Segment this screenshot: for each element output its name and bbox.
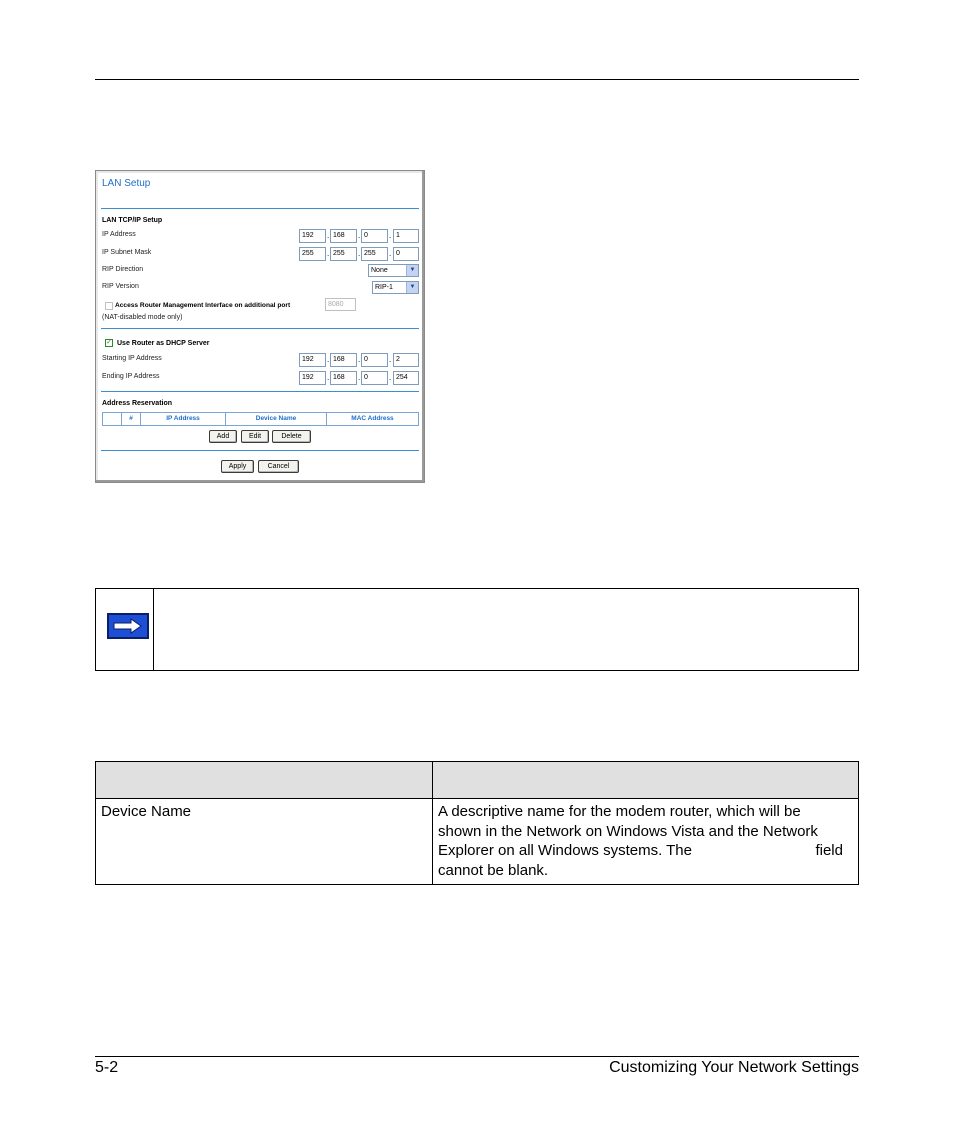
rip-direction-value: None (371, 267, 388, 274)
rip-version-value: RIP-1 (375, 284, 393, 291)
table-row (96, 799, 859, 885)
start-ip-octet-3[interactable]: 0 (361, 353, 388, 367)
start-ip-octet-2[interactable]: 168 (330, 353, 357, 367)
cancel-button[interactable]: Cancel (258, 460, 299, 473)
section-divider (101, 328, 419, 329)
access-mgmt-checkbox[interactable] (105, 302, 113, 310)
field-name-cell: Device Name (96, 799, 433, 885)
ip-dot: . (389, 231, 392, 240)
description-trailing-word: field (815, 842, 843, 859)
nat-note: (NAT-disabled mode only) (102, 314, 183, 321)
col-device-name: Device Name (226, 413, 327, 425)
reservation-table-header (102, 412, 419, 426)
col-select (103, 413, 122, 425)
rip-direction-select[interactable] (368, 264, 419, 277)
note-divider (153, 589, 154, 670)
subnet-octet-2[interactable]: 255 (330, 247, 357, 261)
footer-rule (95, 1056, 859, 1057)
access-mgmt-label: Access Router Management Interface on additional port (115, 302, 291, 309)
end-ip-dot: . (327, 373, 330, 382)
chevron-down-icon: ▼ (406, 265, 418, 276)
table-header-cell (433, 762, 859, 799)
rip-version-label: RIP Version (102, 283, 139, 290)
title-divider (101, 208, 419, 209)
end-ip-octet-4[interactable]: 254 (393, 371, 419, 385)
chapter-title: Customizing Your Network Settings (609, 1059, 859, 1076)
description-line-split (438, 841, 843, 861)
section-divider (101, 391, 419, 392)
ip-octet-2[interactable]: 168 (330, 229, 357, 243)
lan-setup-panel (95, 170, 425, 483)
end-ip-dot: . (389, 373, 392, 382)
end-ip-octet-3[interactable]: 0 (361, 371, 388, 385)
subnet-octet-4[interactable]: 0 (393, 247, 419, 261)
tcpip-heading: LAN TCP/IP Setup (102, 217, 163, 224)
dhcp-checkbox[interactable]: ✓ (106, 339, 112, 346)
end-ip-octet-2[interactable]: 168 (330, 371, 357, 385)
panel-title: LAN Setup (102, 178, 151, 189)
start-ip-dot: . (327, 355, 330, 364)
ip-dot: . (358, 231, 361, 240)
ip-dot: . (327, 231, 330, 240)
chevron-down-icon: ▼ (406, 282, 418, 293)
access-mgmt-port-input[interactable]: 8080 (325, 298, 356, 311)
col-ip-address: IP Address (141, 413, 226, 425)
add-button[interactable]: Add (209, 430, 237, 443)
note-box (95, 588, 859, 671)
col-number: # (122, 413, 141, 425)
col-mac-address: MAC Address (351, 415, 394, 422)
table-header-row (96, 762, 859, 799)
field-description-cell (433, 799, 859, 885)
header-rule (95, 79, 859, 80)
apply-button[interactable]: Apply (221, 460, 254, 473)
dhcp-label: Use Router as DHCP Server (117, 340, 210, 347)
end-ip-label: Ending IP Address (102, 373, 160, 380)
start-ip-dot: . (358, 355, 361, 364)
start-ip-octet-4[interactable]: 2 (393, 353, 419, 367)
rip-version-select[interactable] (372, 281, 419, 294)
delete-button[interactable]: Delete (272, 430, 311, 443)
edit-button[interactable]: Edit (241, 430, 269, 443)
table-header-cell (96, 762, 433, 799)
subnet-dot: . (389, 249, 392, 258)
page-number: 5-2 (95, 1059, 119, 1076)
subnet-dot: . (327, 249, 330, 258)
rip-direction-label: RIP Direction (102, 266, 144, 273)
start-ip-dot: . (389, 355, 392, 364)
arrow-right-icon (107, 613, 149, 639)
subnet-dot: . (358, 249, 361, 258)
subnet-octet-1[interactable]: 255 (299, 247, 326, 261)
description-line: Explorer on all Windows systems. The (438, 842, 692, 859)
settings-table (95, 761, 859, 885)
start-ip-octet-1[interactable]: 192 (299, 353, 326, 367)
end-ip-octet-1[interactable]: 192 (299, 371, 326, 385)
description-line: cannot be blank. (438, 861, 549, 879)
end-ip-dot: . (358, 373, 361, 382)
description-line: shown in the Network on Windows Vista and the Network (438, 822, 818, 840)
ip-octet-4[interactable]: 1 (393, 229, 419, 243)
ip-octet-1[interactable]: 192 (299, 229, 326, 243)
subnet-label: IP Subnet Mask (102, 249, 152, 256)
ip-address-label: IP Address (102, 231, 136, 238)
reservation-heading: Address Reservation (102, 400, 173, 407)
ip-octet-3[interactable]: 0 (361, 229, 388, 243)
start-ip-label: Starting IP Address (102, 355, 162, 362)
description-line: A descriptive name for the modem router, which will be (438, 803, 801, 820)
section-divider (101, 450, 419, 451)
subnet-octet-3[interactable]: 255 (361, 247, 388, 261)
